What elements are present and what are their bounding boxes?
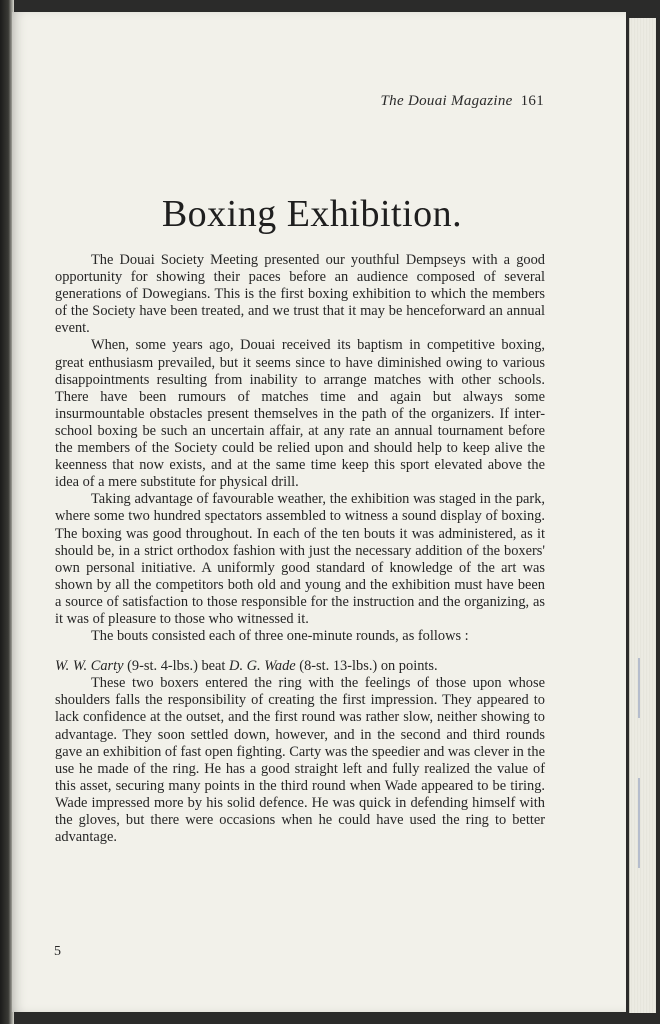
bout-winner: W. W. Carty	[55, 658, 124, 675]
article-body	[55, 252, 545, 846]
paragraph: The Douai Society Meeting presented our youthful Dempseys with a good opportunity for showing their paces before an audience composed of several generations of Dowegians. This is the first boxing exhibition to which the members of the Society have been treated, and we trust that it may be henceforward an annual event.	[55, 252, 545, 337]
bout-loser: D. G. Wade	[229, 658, 296, 675]
magazine-page	[12, 12, 626, 1012]
bout-result	[55, 658, 545, 675]
paragraph: Taking advantage of favourable weather, the exhibition was staged in the park, where some two hundred spectators assembled to witness a sound display of boxing. The boxing was good throughout. In each of the ten bouts it was administered, as it should be, in a strict orthodox fashion with just the necessary addition of the boxers' own personal initiative. A uniformly good standard of knowledge of the art was shown by all the competitors both old and young and the exhibition must have been a source of satisfaction to those responsible for the instruction and the organizing, as it was of pleasure to those who witnessed it.	[55, 491, 545, 627]
page-edge-stack	[629, 18, 656, 1013]
magazine-name: The Douai Magazine	[380, 93, 513, 109]
running-head	[12, 93, 544, 110]
bout-loser-weight: (8-st. 13-lbs.) on points.	[299, 658, 438, 675]
paragraph: These two boxers entered the ring with the feelings of those upon whose shoulders falls the responsibility of creating the first impression. They appeared to lack confidence at the outset, and the first round was rather slow, neither showing to advantage. They soon settled down, however, and in the second and third rounds gave an exhibition of fast open fighting. Carty was the speedier and was clever in the use he made of the ring. He has a good straight left and fully realized the value of this asset, securing many points in the third round when Wade appeared to be tiring. Wade impressed more by his solid defence. He was quick in defending himself with the gloves, but there were occasions when he could have used the ring to better advantage.	[55, 675, 545, 846]
bout-winner-weight: (9-st. 4-lbs.) beat	[127, 658, 226, 675]
page-number: 161	[520, 93, 544, 109]
article-title: Boxing Exhibition.	[161, 193, 463, 235]
paragraph: When, some years ago, Douai received its baptism in competitive boxing, great enthusiasm prevailed, but it seems since to have diminished owing to various disappointments resulting from inability to arrange matches with other schools. There have been rumours of matches time and again but always some insurmountable obstacles present themselves in the path of the organizers. If inter-school boxing be such an uncertain affair, at any rate an annual tournament before the members of the Society could be relied upon and should help to keep alive the keenness that now exists, and at the same time keep this sport elevated above the idea of a mere substitute for physical drill.	[55, 337, 545, 491]
signature-mark: 5	[54, 944, 61, 959]
paragraph: The bouts consisted each of three one-minute rounds, as follows :	[91, 628, 469, 645]
